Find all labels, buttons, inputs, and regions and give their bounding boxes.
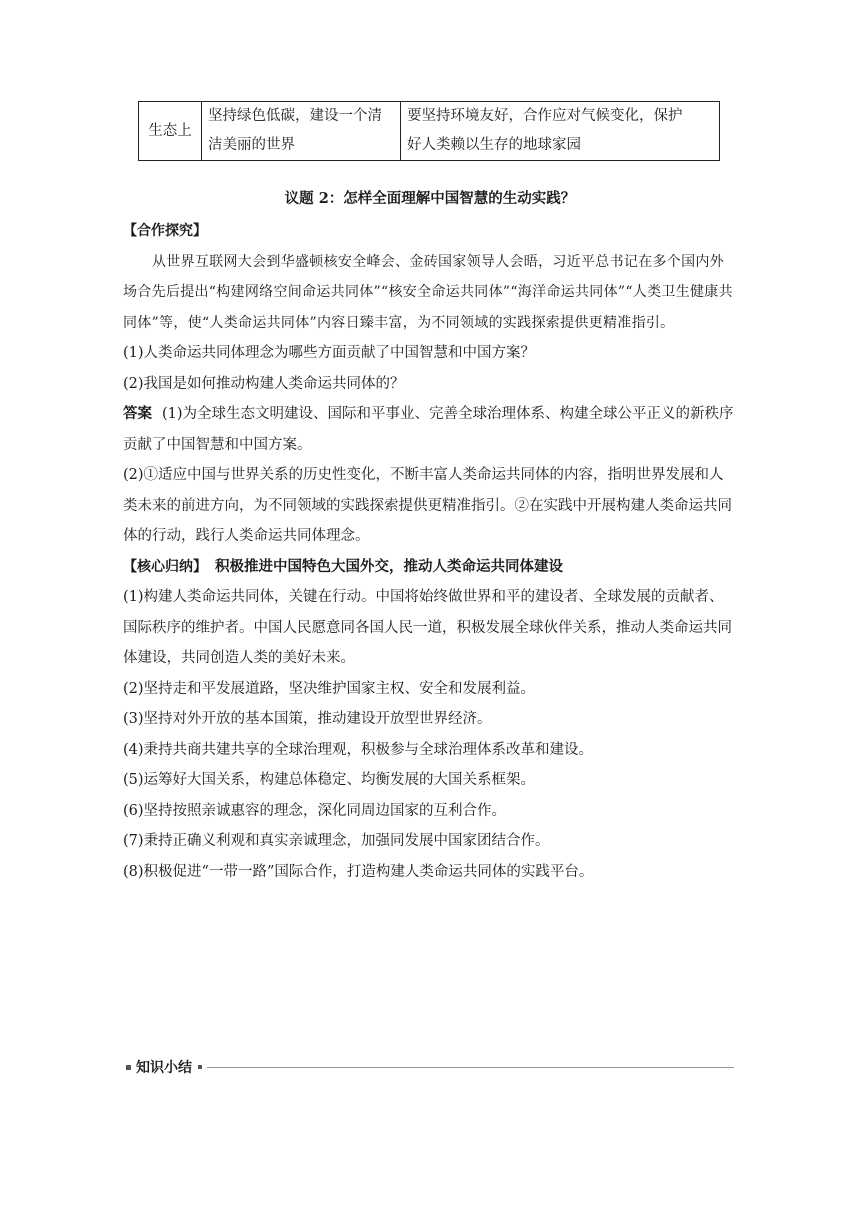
core-item-3: (3)坚持对外开放的基本国策，推动建设开放型世界经济。 [123,711,492,727]
question-1: (1)人类命运共同体理念为哪些方面贡献了中国智慧和中国方案？ [123,345,536,361]
knowledge-summary-bar [126,1056,734,1078]
divider-line [207,1067,734,1068]
answer-2: (2)①适应中国与世界关系的历史性变化，不断丰富人类命运共同体的内容，指明世界发展和人类未来的前进方向，为不同领域的实践探索提供更精准指引。②在实践中开展构建人类命运共同体的行动，践行人类命运共同体理念。 [123,467,732,544]
topic-title: 议题 2：怎样全面理解中国智慧的生动实践？ [284,190,576,207]
answer-1-block [123,399,735,460]
core-item-7: (7)秉持正确义利观和真实亲诚理念，加强同发展中国家团结合作。 [123,833,550,849]
answer-label: 答案 [123,406,152,422]
core-item-6: (6)坚持按照亲诚惠容的理念，深化同周边国家的互利合作。 [123,802,507,819]
core-item-8: (8)积极促进“一带一路”国际合作，打造构建人类命运共同体的实践平台。 [123,863,594,880]
requirement-line-2: 好人类赖以生存的地球家园 [407,137,581,153]
summary-label: 知识小结 [136,1060,192,1076]
core-item-1: (1)构建人类命运共同体，关键在行动。中国将始终做世界和平的建设者、全球发展的贡献者、国际秩序的维护者。中国人民愿意同各国人民一道，积极发展全球伙伴关系，推动人类命运共同体建设，共同创造人类的美好未来。 [123,589,732,666]
core-title: 积极推进中国特色大国外交，推动人类命运共同体建设 [215,558,563,575]
core-item-5: (5)运筹好大国关系，构建总体稳定、均衡发展的大国关系框架。 [123,772,536,788]
principle-line-1: 坚持绿色低碳，建设一个清 [208,108,382,124]
table-row [139,102,720,161]
table-requirement-cell [401,102,720,161]
core-item-4: (4)秉持共商共建共享的全球治理观，积极参与全球治理体系改革和建设。 [123,741,594,758]
core-item-2: (2)坚持走和平发展道路，坚决维护国家主权、安全和发展利益。 [123,680,536,697]
answer-1: (1)为全球生态文明建设、国际和平事业、完善全球治理体系、构建全球公平正义的新秩序贡献了中国智慧和中国方案。 [123,406,734,453]
content-body [123,216,735,887]
table-category-cell [139,102,202,161]
requirement-line-1: 要坚持环境友好，合作应对气候变化，保护 [407,108,683,124]
ecology-table [138,101,720,161]
table-principle-cell [202,102,401,161]
principle-line-2: 洁美丽的世界 [208,137,295,153]
core-heading: 【核心归纳】 [123,558,207,575]
question-2: (2)我国是如何推动构建人类命运共同体的？ [123,375,405,392]
core-heading-block [123,552,735,583]
category-label: 生态上 [148,122,192,139]
explore-heading: 【合作探究】 [123,223,207,239]
explore-paragraph: 从世界互联网大会到华盛顿核安全峰会、金砖国家领导人会晤，习近平总书记在多个国内外场合先后提出“构建网络空间命运共同体”“核安全命运共同体”“海洋命运共同体”“人类卫生健康共同体”等，使“人类命运共同体”内容日臻丰富，为不同领域的实践探索提供更精准指引。 [123,253,733,331]
square-bullet-icon [126,1065,131,1070]
square-bullet-icon [198,1065,202,1069]
